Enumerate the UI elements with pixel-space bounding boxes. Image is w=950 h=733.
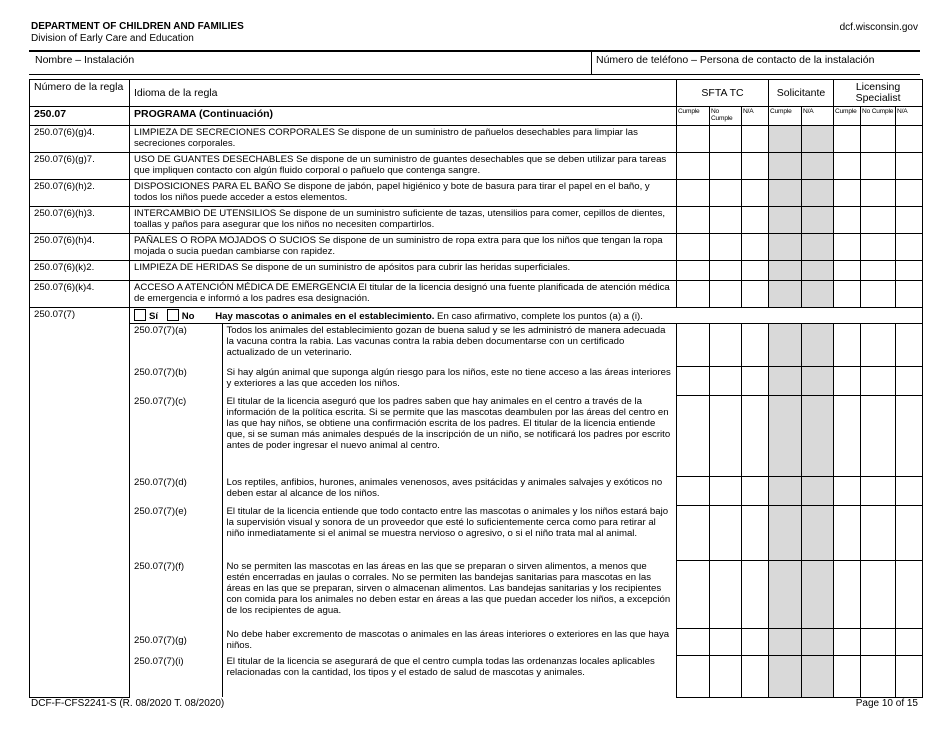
- licensing-na-cell[interactable]: [896, 560, 923, 628]
- pets-item-text: Todos los animales del establecimiento gozan de buena salud y se les administró de manera adecuada la vacuna contra la rabia. Las vacunas contra la rabia deben documentarse con un certificado actualizado de un veterinario.: [226, 325, 666, 359]
- applicant-na-cell[interactable]: [802, 366, 834, 395]
- pets-item-text: No se permiten las mascotas en las áreas en las que se preparan o sirven alimentos, a menos que estén encerradas en jaulas o corrales. No se permiten las bandejas sanitarias para mascotas en las áreas en las que se preparan, sirven o almacenan alimentos. Las bandejas sanitarias y los recipientes con comida para los animales no deben estar en áreas a las que puedan acceder los niños, a excepción de los recipientes de agua.: [226, 561, 671, 617]
- licensing-cumple-cell[interactable]: [834, 476, 861, 505]
- sfta-na-cell[interactable]: [742, 505, 769, 560]
- rule-text: DISPOSICIONES PARA EL BAÑO Se dispone de jabón, papel higiénico y bote de basura para tirar el papel en el baño, y todos los niños puede acceder a estos elementos.: [130, 180, 677, 207]
- pets-item-text: Los reptiles, anfibios, hurones, animales venenosos, aves psitácidas y animales salvajes y exóticos no deben estar al alcance de los niños.: [226, 477, 663, 500]
- pets-item-number: 250.07(7)(i): [130, 655, 222, 697]
- applicant-na-label: N/A: [802, 107, 834, 126]
- pets-item-text: Si hay algún animal que suponga algún riesgo para los niños, este no tiene acceso a las áreas interiores y exteriores a las que acceden los niños.: [226, 367, 671, 390]
- pets-item-row: [30, 395, 923, 476]
- rule-number: 250.07(6)(g)7.: [30, 153, 130, 180]
- sfta-cumple-cell[interactable]: [677, 655, 710, 697]
- sfta-no-cumple-cell[interactable]: [710, 234, 742, 261]
- pets-item-number: 250.07(7)(a): [130, 324, 222, 366]
- licensing-no-cumple-cell[interactable]: [861, 126, 896, 153]
- website-link[interactable]: dcf.wisconsin.gov: [839, 22, 918, 33]
- pets-question: [130, 308, 923, 324]
- sfta-no-cumple-cell[interactable]: [710, 560, 742, 628]
- sfta-na-cell[interactable]: [742, 560, 769, 628]
- sfta-na-cell[interactable]: [742, 476, 769, 505]
- applicant-cumple-cell[interactable]: [769, 505, 802, 560]
- rule-number: 250.07(6)(k)2.: [30, 261, 130, 281]
- section-title: PROGRAMA (Continuación): [130, 107, 677, 126]
- licensing-cumple-label: Cumple: [834, 107, 861, 126]
- sfta-no-cumple-cell[interactable]: [710, 476, 742, 505]
- pets-item-text: El titular de la licencia entiende que todo contacto entre las mascotas o animales y los niños estará bajo la supervisión visual y sonora de un proveedor que esté lo suficientemente cerca como para retirar al niño inmediatamente si el animal se muestra nervioso o agresivo, o si el niño trata mal al animal.: [226, 506, 669, 540]
- rule-row: [30, 281, 923, 308]
- licensing-na-cell[interactable]: [896, 234, 923, 261]
- licensing-na-label: N/A: [896, 107, 923, 126]
- sfta-na-cell[interactable]: [742, 153, 769, 180]
- pets-item-number: 250.07(7)(f): [130, 560, 222, 628]
- sfta-cumple-label: Cumple: [677, 107, 710, 126]
- licensing-no-cumple-cell[interactable]: [861, 366, 896, 395]
- pets-question-row: [30, 308, 923, 324]
- facility-info-bar: [29, 50, 920, 75]
- yes-label: Sí: [149, 311, 159, 322]
- sfta-na-cell[interactable]: [742, 655, 769, 697]
- sfta-na-cell[interactable]: [742, 126, 769, 153]
- applicant-cumple-cell[interactable]: [769, 153, 802, 180]
- sfta-no-cumple-cell[interactable]: [710, 207, 742, 234]
- applicant-na-cell[interactable]: [802, 395, 834, 476]
- rule-text: PAÑALES O ROPA MOJADOS O SUCIOS Se dispone de un suministro de ropa extra para que los niños que tengan la ropa mojada o sucia puedan cambiarse con rapidez.: [130, 234, 677, 261]
- applicant-na-cell[interactable]: [802, 126, 834, 153]
- applicant-na-cell[interactable]: [802, 655, 834, 697]
- applicant-na-cell[interactable]: [802, 628, 834, 655]
- sfta-no-cumple-cell[interactable]: [710, 281, 742, 308]
- licensing-no-cumple-cell[interactable]: [861, 234, 896, 261]
- sfta-cumple-cell[interactable]: [677, 560, 710, 628]
- applicant-cumple-cell[interactable]: [769, 261, 802, 281]
- licensing-no-cumple-cell[interactable]: [861, 207, 896, 234]
- licensing-cumple-cell[interactable]: [834, 207, 861, 234]
- pets-item-row: [30, 476, 923, 505]
- licensing-na-cell[interactable]: [896, 324, 923, 367]
- licensing-na-cell[interactable]: [896, 655, 923, 697]
- applicant-na-cell[interactable]: [802, 261, 834, 281]
- rule-row: [30, 261, 923, 281]
- sfta-cumple-cell[interactable]: [677, 153, 710, 180]
- pets-item-number: 250.07(7)(e): [130, 505, 222, 560]
- rule-number: 250.07(6)(g)4.: [30, 126, 130, 153]
- applicant-na-cell[interactable]: [802, 505, 834, 560]
- sfta-cumple-cell[interactable]: [677, 628, 710, 655]
- licensing-na-cell[interactable]: [896, 153, 923, 180]
- sfta-na-cell[interactable]: [742, 261, 769, 281]
- sfta-na-cell[interactable]: [742, 628, 769, 655]
- pets-item-text: El titular de la licencia se asegurará de que el centro cumpla todas las ordenanzas locales aplicables relacionadas con la cantidad, los tipos y el estado de salud de mascotas y animales.: [226, 656, 655, 679]
- col-rule-number: Número de la regla: [30, 80, 130, 107]
- rule-row: [30, 180, 923, 207]
- applicant-na-cell[interactable]: [802, 324, 834, 367]
- sfta-cumple-cell[interactable]: [677, 126, 710, 153]
- rule-text: ACCESO A ATENCIÓN MÉDICA DE EMERGENCIA El titular de la licencia designó una fuente planificada de atención médica de emergencia e informó a los padres esa designación.: [130, 281, 677, 308]
- applicant-na-cell[interactable]: [802, 153, 834, 180]
- applicant-cumple-cell[interactable]: [769, 281, 802, 308]
- sfta-no-cumple-cell[interactable]: [710, 153, 742, 180]
- sfta-cumple-cell[interactable]: [677, 180, 710, 207]
- applicant-cumple-label: Cumple: [769, 107, 802, 126]
- sfta-no-cumple-cell[interactable]: [710, 324, 742, 367]
- rule-text: LIMPIEZA DE SECRECIONES CORPORALES Se dispone de un suministro de pañuelos desechables para limpiar las secreciones corporales.: [130, 126, 677, 153]
- sfta-cumple-cell[interactable]: [677, 207, 710, 234]
- department-name: DEPARTMENT OF CHILDREN AND FAMILIES: [31, 21, 244, 32]
- sfta-no-cumple-label: No Cumple: [710, 107, 742, 126]
- applicant-na-cell[interactable]: [802, 234, 834, 261]
- pets-item-text: No debe haber excremento de mascotas o animales en las áreas interiores o exteriores en las que haya niños.: [226, 629, 670, 652]
- contact-phone-field[interactable]: Número de teléfono – Persona de contacto de la instalación: [596, 54, 875, 66]
- applicant-cumple-cell[interactable]: [769, 476, 802, 505]
- licensing-na-cell[interactable]: [896, 505, 923, 560]
- sfta-cumple-cell[interactable]: [677, 505, 710, 560]
- licensing-no-cumple-cell[interactable]: [861, 324, 896, 367]
- applicant-na-cell[interactable]: [802, 560, 834, 628]
- licensing-cumple-cell[interactable]: [834, 180, 861, 207]
- licensing-no-cumple-cell[interactable]: [861, 281, 896, 308]
- rule-row: [30, 153, 923, 180]
- sfta-no-cumple-cell[interactable]: [710, 395, 742, 476]
- sfta-no-cumple-cell[interactable]: [710, 261, 742, 281]
- licensing-na-cell[interactable]: [896, 628, 923, 655]
- applicant-cumple-cell[interactable]: [769, 560, 802, 628]
- sfta-na-cell[interactable]: [742, 207, 769, 234]
- sfta-cumple-cell[interactable]: [677, 261, 710, 281]
- licensing-na-cell[interactable]: [896, 366, 923, 395]
- applicant-na-cell[interactable]: [802, 207, 834, 234]
- col-rule-language: Idioma de la regla: [130, 80, 677, 107]
- applicant-na-cell[interactable]: [802, 476, 834, 505]
- rule-text: INTERCAMBIO DE UTENSILIOS Se dispone de un suministro suficiente de tazas, utensilios para comer, cepillos de dientes, toallas y paños para asegurar que los niños no necesiten compartirlos.: [130, 207, 677, 234]
- pets-item-row: [30, 655, 923, 697]
- licensing-cumple-cell[interactable]: [834, 560, 861, 628]
- applicant-cumple-cell[interactable]: [769, 628, 802, 655]
- rule-number: 250.07(6)(h)4.: [30, 234, 130, 261]
- no-checkbox[interactable]: [167, 309, 179, 321]
- sfta-cumple-cell[interactable]: [677, 234, 710, 261]
- pets-item-row: [30, 505, 923, 560]
- pets-item-number: 250.07(7)(b): [130, 366, 222, 395]
- licensing-no-cumple-cell[interactable]: [861, 476, 896, 505]
- pets-item-row: [30, 560, 923, 628]
- sfta-na-label: N/A: [742, 107, 769, 126]
- col-licensing: Licensing Specialist: [834, 80, 923, 107]
- sfta-no-cumple-cell[interactable]: [710, 655, 742, 697]
- applicant-na-cell[interactable]: [802, 281, 834, 308]
- licensing-na-cell[interactable]: [896, 180, 923, 207]
- applicant-na-cell[interactable]: [802, 180, 834, 207]
- licensing-na-cell[interactable]: [896, 395, 923, 476]
- sfta-no-cumple-cell[interactable]: [710, 126, 742, 153]
- applicant-cumple-cell[interactable]: [769, 324, 802, 367]
- sfta-na-cell[interactable]: [742, 180, 769, 207]
- applicant-cumple-cell[interactable]: [769, 180, 802, 207]
- licensing-no-cumple-cell[interactable]: [861, 655, 896, 697]
- division-name: Division of Early Care and Education: [31, 33, 194, 44]
- licensing-no-cumple-cell[interactable]: [861, 628, 896, 655]
- licensing-na-cell[interactable]: [896, 261, 923, 281]
- sfta-cumple-cell[interactable]: [677, 366, 710, 395]
- applicant-cumple-cell[interactable]: [769, 234, 802, 261]
- licensing-no-cumple-cell[interactable]: [861, 153, 896, 180]
- sfta-cumple-cell[interactable]: [677, 324, 710, 367]
- licensing-na-cell[interactable]: [896, 207, 923, 234]
- rule-number: 250.07(6)(h)3.: [30, 207, 130, 234]
- pets-item-number: 250.07(7)(g): [130, 628, 222, 655]
- pets-item-row: [30, 366, 923, 395]
- licensing-cumple-cell[interactable]: [834, 153, 861, 180]
- sfta-no-cumple-cell[interactable]: [710, 505, 742, 560]
- sfta-na-cell[interactable]: [742, 324, 769, 367]
- rule-row: [30, 207, 923, 234]
- col-applicant: Solicitante: [769, 80, 834, 107]
- licensing-cumple-cell[interactable]: [834, 395, 861, 476]
- sfta-no-cumple-cell[interactable]: [710, 628, 742, 655]
- sfta-na-cell[interactable]: [742, 234, 769, 261]
- section-number: 250.07: [30, 107, 130, 126]
- no-label: No: [181, 311, 195, 322]
- sfta-na-cell[interactable]: [742, 395, 769, 476]
- pets-question-bold: Hay mascotas o animales en el establecimiento.: [215, 311, 435, 322]
- checklist-table: [29, 79, 923, 698]
- col-sfta: SFTA TC: [677, 80, 769, 107]
- licensing-no-cumple-cell[interactable]: [861, 395, 896, 476]
- sfta-cumple-cell[interactable]: [677, 281, 710, 308]
- sfta-na-cell[interactable]: [742, 281, 769, 308]
- sfta-na-cell[interactable]: [742, 366, 769, 395]
- rule-text: LIMPIEZA DE HERIDAS Se dispone de un suministro de apósitos para cubrir las heridas superficiales.: [130, 261, 677, 281]
- pets-item-number: 250.07(7)(c): [130, 395, 222, 476]
- pets-rule-number: 250.07(7): [30, 308, 130, 698]
- sfta-cumple-cell[interactable]: [677, 395, 710, 476]
- licensing-na-cell[interactable]: [896, 476, 923, 505]
- sfta-cumple-cell[interactable]: [677, 476, 710, 505]
- facility-name-field[interactable]: Nombre – Instalación: [35, 54, 135, 66]
- licensing-cumple-cell[interactable]: [834, 126, 861, 153]
- rule-text: USO DE GUANTES DESECHABLES Se dispone de un suministro de guantes desechables que se deben utilizar para tareas que impliquen contacto con algún fluido corporal o pañuelo que contenga sangre.: [130, 153, 677, 180]
- rule-row: [30, 126, 923, 153]
- pets-item-text: El titular de la licencia aseguró que los padres saben que hay animales en el centro a través de la información de la política escrita. Si se permite que las mascotas deambulen por las áreas del centro en las que hay niños, se obtiene una confirmación escrita de los padres. El titular de la licencia entiende que, si se suman más animales después de la inscripción de un niño, se notificará los padres por escrito antes de poder ingresar el nuevo animal al centro.: [226, 396, 671, 452]
- pets-item-number: 250.07(7)(d): [130, 476, 222, 505]
- pets-item-row: [30, 628, 923, 655]
- licensing-no-cumple-cell[interactable]: [861, 261, 896, 281]
- licensing-cumple-cell[interactable]: [834, 234, 861, 261]
- sfta-no-cumple-cell[interactable]: [710, 180, 742, 207]
- rule-number: 250.07(6)(k)4.: [30, 281, 130, 308]
- sfta-no-cumple-cell[interactable]: [710, 366, 742, 395]
- licensing-no-cumple-cell[interactable]: [861, 180, 896, 207]
- licensing-no-cumple-label: No Cumple: [861, 107, 896, 126]
- rule-row: [30, 234, 923, 261]
- licensing-cumple-cell[interactable]: [834, 261, 861, 281]
- yes-checkbox[interactable]: [134, 309, 146, 321]
- licensing-na-cell[interactable]: [896, 126, 923, 153]
- licensing-no-cumple-cell[interactable]: [861, 505, 896, 560]
- licensing-cumple-cell[interactable]: [834, 366, 861, 395]
- pets-question-rest: En caso afirmativo, complete los puntos (a) a (i).: [437, 311, 643, 322]
- applicant-cumple-cell[interactable]: [769, 395, 802, 476]
- licensing-cumple-cell[interactable]: [834, 505, 861, 560]
- licensing-cumple-cell[interactable]: [834, 324, 861, 367]
- applicant-cumple-cell[interactable]: [769, 207, 802, 234]
- licensing-cumple-cell[interactable]: [834, 628, 861, 655]
- applicant-cumple-cell[interactable]: [769, 655, 802, 697]
- licensing-cumple-cell[interactable]: [834, 281, 861, 308]
- licensing-no-cumple-cell[interactable]: [861, 560, 896, 628]
- applicant-cumple-cell[interactable]: [769, 366, 802, 395]
- licensing-na-cell[interactable]: [896, 281, 923, 308]
- rule-number: 250.07(6)(h)2.: [30, 180, 130, 207]
- applicant-cumple-cell[interactable]: [769, 126, 802, 153]
- page-number: Page 10 of 15: [855, 698, 918, 709]
- licensing-cumple-cell[interactable]: [834, 655, 861, 697]
- form-id: DCF-F-CFS2241-S (R. 08/2020 T. 08/2020): [31, 698, 225, 709]
- pets-item-row: [30, 324, 923, 367]
